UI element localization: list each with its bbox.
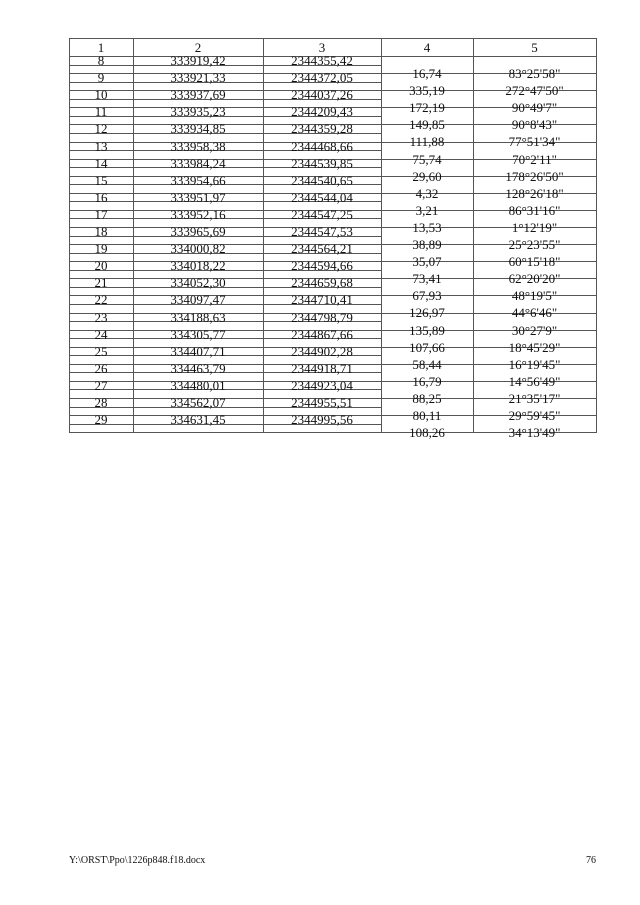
point-y: 2344902,28 — [291, 344, 353, 359]
point-y: 2344539,85 — [291, 156, 353, 171]
segment-angle: 86°31'16" — [508, 203, 561, 218]
point-x: 333952,16 — [170, 207, 226, 222]
point-number: 16 — [94, 190, 108, 205]
point-number: 9 — [97, 70, 105, 85]
point-y: 2344547,25 — [291, 207, 353, 222]
point-number: 20 — [94, 258, 108, 273]
segment-length: 16,79 — [412, 374, 442, 389]
point-number: 23 — [94, 310, 108, 325]
point-number: 15 — [94, 173, 108, 188]
segment-angle: 25°23'55" — [508, 237, 561, 252]
point-y: 2344547,53 — [291, 224, 353, 239]
segment-angle: 16°19'45" — [508, 357, 561, 372]
segment-angle: 34°13'49" — [508, 425, 561, 440]
point-y: 2344955,51 — [291, 395, 353, 410]
point-x: 334000,82 — [170, 241, 226, 256]
segment-angle: 70°2'11" — [512, 152, 557, 167]
point-x: 334188,63 — [170, 310, 226, 325]
point-number: 14 — [94, 156, 108, 171]
point-y: 2344867,66 — [291, 327, 353, 342]
point-x: 334305,77 — [170, 327, 226, 342]
point-y: 2344359,28 — [291, 121, 353, 136]
point-x: 333958,38 — [170, 139, 226, 154]
point-x: 334407,71 — [170, 344, 226, 359]
segment-length: 13,53 — [412, 220, 442, 235]
segment-length: 149,85 — [409, 117, 445, 132]
point-x: 333919,42 — [170, 53, 226, 68]
segment-angle: 1°12'19" — [511, 220, 558, 235]
segment-angle: 30°27'9" — [511, 323, 558, 338]
point-x: 334018,22 — [170, 258, 226, 273]
point-x: 334052,30 — [170, 275, 226, 290]
segment-length: 67,93 — [412, 288, 442, 303]
segment-length: 58,44 — [412, 357, 442, 372]
point-x: 333934,85 — [170, 121, 226, 136]
point-y: 2344372,05 — [291, 70, 353, 85]
point-y: 2344468,66 — [291, 139, 353, 154]
segment-angle: 44°6'46" — [511, 305, 558, 320]
segment-length: 29,60 — [412, 169, 442, 184]
point-x: 333984,24 — [170, 156, 226, 171]
point-number: 13 — [94, 139, 108, 154]
segment-angle: 14°56'49" — [508, 374, 561, 389]
point-number: 29 — [94, 412, 108, 427]
point-number: 19 — [94, 241, 108, 256]
segment-angle: 60°15'18" — [508, 254, 561, 269]
segment-length: 108,26 — [409, 425, 445, 440]
segment-length: 73,41 — [412, 271, 442, 286]
point-y: 2344594,66 — [291, 258, 353, 273]
point-x: 333935,23 — [170, 104, 226, 119]
point-number: 18 — [94, 224, 108, 239]
column-header-1: 1 — [97, 40, 105, 55]
segment-angle: 83°25'58" — [508, 66, 561, 81]
point-number: 28 — [94, 395, 108, 410]
point-number: 26 — [94, 361, 108, 376]
column-header-3: 3 — [318, 40, 326, 55]
point-number: 17 — [94, 207, 108, 222]
segment-length: 38,89 — [412, 237, 442, 252]
point-x: 333921,33 — [170, 70, 226, 85]
point-x: 334631,45 — [170, 412, 226, 427]
point-number: 11 — [94, 104, 108, 119]
point-number: 22 — [94, 292, 108, 307]
page-number: 76 — [586, 855, 596, 866]
point-y: 2344209,43 — [291, 104, 353, 119]
segment-length: 335,19 — [409, 83, 445, 98]
segment-angle: 29°59'45" — [508, 408, 561, 423]
column-header-5: 5 — [531, 40, 538, 55]
point-y: 2344710,41 — [291, 292, 353, 307]
point-y: 2344918,71 — [291, 361, 353, 376]
point-number: 10 — [94, 87, 108, 102]
segment-length: 88,25 — [412, 391, 442, 406]
segment-angle: 48°19'5" — [511, 288, 558, 303]
column-header-4: 4 — [423, 40, 431, 55]
point-y: 2344798,79 — [291, 310, 353, 325]
segment-angle: 272°47'50" — [505, 83, 564, 98]
point-number: 27 — [94, 378, 108, 393]
segment-angle: 128°26'18" — [505, 186, 564, 201]
point-y: 2344540,65 — [291, 173, 353, 188]
segment-angle: 90°49'7" — [511, 100, 558, 115]
point-x: 333954,66 — [170, 173, 226, 188]
point-y: 2344564,21 — [291, 241, 353, 256]
segment-angle: 62°20'20" — [508, 271, 561, 286]
point-y: 2344659,68 — [291, 275, 353, 290]
segment-angle: 90°8'43" — [511, 117, 558, 132]
segment-angle: 21°35'17" — [508, 391, 561, 406]
point-y: 2344355,42 — [291, 53, 353, 68]
segment-angle: 178°26'50" — [505, 169, 564, 184]
segment-length: 4,32 — [415, 186, 439, 201]
segment-length: 111,88 — [409, 134, 445, 149]
point-x: 334562,07 — [170, 395, 226, 410]
segment-length: 35,07 — [412, 254, 442, 269]
point-x: 334097,47 — [170, 292, 226, 307]
segment-length: 3,21 — [415, 203, 439, 218]
point-y: 2344923,04 — [291, 378, 353, 393]
point-number: 8 — [97, 53, 105, 68]
point-y: 2344995,56 — [291, 412, 353, 427]
point-x: 334463,79 — [170, 361, 226, 376]
point-number: 12 — [94, 121, 108, 136]
segment-angle: 18°45'29" — [508, 340, 561, 355]
column-header-2: 2 — [194, 40, 202, 55]
segment-length: 75,74 — [412, 152, 442, 167]
point-y: 2344544,04 — [291, 190, 353, 205]
point-x: 333951,97 — [170, 190, 226, 205]
footer-file-path: Y:\ORST\Ppo\1226p848.f18.docx — [69, 855, 206, 866]
point-y: 2344037,26 — [291, 87, 353, 102]
segment-length: 172,19 — [409, 100, 445, 115]
point-x: 333937,69 — [170, 87, 226, 102]
segment-angle: 77°51'34" — [508, 134, 561, 149]
point-number: 25 — [94, 344, 108, 359]
segment-length: 126,97 — [409, 305, 445, 320]
segment-length: 16,74 — [412, 66, 442, 81]
point-x: 334480,01 — [170, 378, 226, 393]
segment-length: 135,89 — [409, 323, 445, 338]
segment-length: 107,66 — [409, 340, 445, 355]
segment-length: 80,11 — [412, 408, 442, 423]
point-number: 21 — [94, 275, 108, 290]
table-rule — [596, 38, 597, 433]
point-x: 333965,69 — [170, 224, 226, 239]
point-number: 24 — [94, 327, 108, 342]
